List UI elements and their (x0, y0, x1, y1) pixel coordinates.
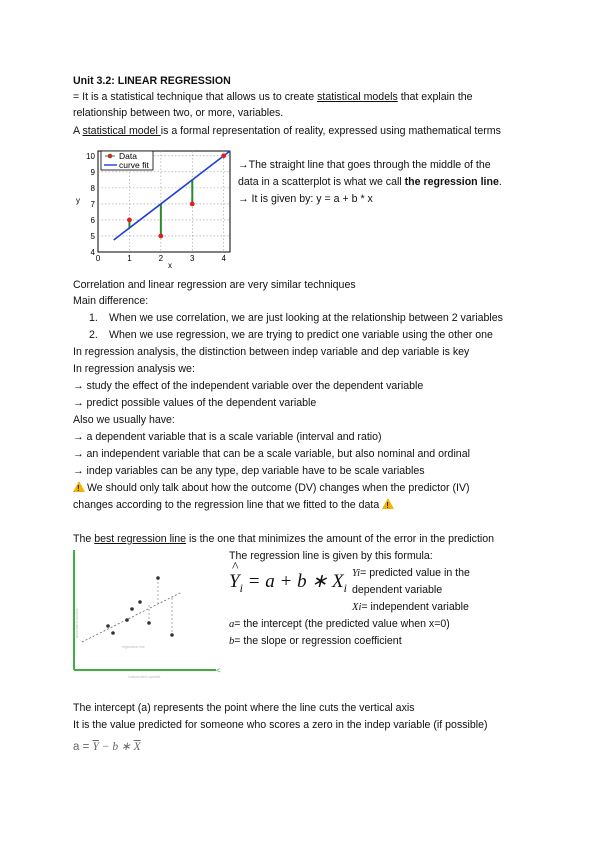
regression-line-caption: regression line (122, 645, 145, 649)
best-line-sentence (73, 532, 494, 546)
data-point (127, 218, 132, 223)
legend-data-label: Data (119, 151, 137, 161)
a-definition (229, 617, 450, 632)
y-tick-label: 6 (90, 215, 95, 225)
formula-subscript: i (239, 580, 243, 595)
yi-definition-2: dependent variable (352, 584, 443, 596)
warning-line-2 (73, 498, 396, 512)
f-y-bar: $\overline{Y}$ (92, 741, 99, 753)
y-axis-label: y (76, 196, 80, 205)
body-line: In regression analysis we: (73, 363, 195, 375)
data-point (106, 624, 110, 628)
formula-subscript: i (343, 580, 347, 595)
list-item: When we use regression, we are trying to predict one variable using the other one (109, 329, 493, 341)
f-minus-b: − b ∗ (98, 741, 134, 753)
a-symbol: a (229, 619, 235, 630)
xi-symbol: Xi (352, 602, 362, 613)
intro-text: that explain the (397, 91, 473, 103)
intercept-line-1: The intercept (a) represents the point where the line cuts the vertical axis (73, 702, 415, 714)
fig1-note-3: → It is given by: y = a + b * x (238, 193, 373, 205)
x-tick-label: 2 (158, 254, 164, 263)
x-tick-label: 1 (127, 254, 132, 263)
intercept-line-2: It is the value predicted for someone who scores a zero in the indep variable (if possible) (73, 719, 488, 731)
b-def-text: = the slope or regression coefficient (234, 635, 402, 647)
formula-intro: The regression line is given by this formula: (229, 550, 433, 562)
fig1-note-1: →The straight line that goes through the middle of the (238, 159, 491, 171)
data-point (147, 621, 151, 625)
fig1-note-text: . (498, 176, 502, 188)
yi-def-text: = predicted value in the (360, 567, 470, 579)
xi-definition (352, 600, 469, 615)
regression-line (82, 592, 182, 642)
x-tick-label: 3 (190, 254, 195, 263)
data-point (221, 153, 226, 158)
intro-text: = It is a statistical technique that allows us to create (73, 91, 318, 103)
warning-text: changes according to the regression line that we fitted to the data (73, 499, 380, 511)
intro-line-1 (73, 90, 473, 104)
b-definition (229, 634, 402, 649)
hat-icon: ^ (232, 560, 239, 575)
body-line: → indep variables can be any type, dep variable have to be scale variables (73, 465, 425, 477)
regression-scatter-figure (70, 145, 240, 269)
body-line: → an independent variable that can be a scale variable, but also nominal and ordinal (73, 448, 470, 460)
best-regression-line-term: best regression line (94, 533, 187, 545)
body-line: → predict possible values of the dependent variable (73, 397, 317, 409)
x-axis-ticks (96, 254, 227, 263)
dependent-axis-label: dependent variable (75, 608, 79, 638)
data-point (125, 618, 129, 622)
body-line: Also we usually have: (73, 414, 175, 426)
formula-y-hat (229, 560, 240, 592)
data-point (158, 234, 163, 239)
statistical-models-term: statistical models (317, 91, 398, 103)
x-axis-label: x (168, 261, 172, 270)
f-a: a (73, 741, 80, 753)
intro-line-3 (73, 124, 501, 138)
formula-y: Y (229, 571, 240, 592)
data-point (156, 576, 160, 580)
page-title: Unit 3.2: LINEAR REGRESSION (73, 75, 231, 87)
intro-text: is a formal representation of reality, expressed using mathematical terms (160, 125, 501, 137)
yi-definition (352, 566, 470, 581)
regression-formula (229, 560, 347, 596)
y-tick-label: 8 (90, 183, 95, 193)
list-item-number: 2. (89, 329, 98, 341)
regression-line-term: the regression line (404, 176, 499, 188)
data-point (138, 600, 142, 604)
fig1-note-2 (238, 175, 502, 189)
f-eq: = (79, 741, 93, 753)
x-tick-label: 4 (221, 254, 226, 263)
y-tick-label: 5 (90, 231, 95, 241)
b-symbol: b (229, 636, 235, 647)
body-line: → study the effect of the independent variable over the dependent variable (73, 380, 424, 392)
y-tick-label: 7 (90, 199, 95, 209)
list-item: When we use correlation, we are just looking at the relationship between 2 variables (109, 312, 503, 324)
warning-icon (73, 481, 85, 492)
regression-illustration-figure (70, 548, 221, 679)
warning-icon (382, 498, 394, 509)
data-point (170, 633, 174, 637)
y-tick-label: 9 (90, 167, 95, 177)
warning-text: We should only talk about how the outcome (DV) changes when the predictor (IV) (87, 482, 470, 494)
statistical-model-term: statistical model (82, 125, 161, 137)
data-point (130, 607, 134, 611)
intro-line-2: relationship between two, or more, variables. (73, 107, 284, 119)
body-line: Main difference: (73, 295, 149, 307)
xi-def-text: = independent variable (361, 601, 469, 613)
x-tick-label: 0 (95, 254, 101, 263)
fig1-note-text: data in a scatterplot is what we call (238, 176, 405, 188)
data-point (111, 631, 115, 635)
body-line: → a dependent variable that is a scale variable (interval and ratio) (73, 431, 382, 443)
y-tick-label: 10 (86, 151, 95, 161)
y-tick-label: 4 (90, 248, 95, 257)
best-line-text: The (73, 533, 95, 545)
formula-body: = a + b ∗ X (242, 571, 344, 592)
independent-axis-label: independent variable (128, 675, 161, 679)
a-def-text: = the intercept (the predicted value when x=0) (234, 618, 450, 630)
yi-symbol: Yi (352, 568, 361, 579)
list-item-number: 1. (89, 312, 98, 324)
intro-text: A (73, 125, 83, 137)
legend-fit-label: curve fit (119, 160, 149, 170)
axis-arrow-icon: < (216, 666, 221, 675)
f-x-bar: $\overline{X}$ (133, 741, 141, 753)
data-point (190, 202, 195, 207)
intercept-formula (73, 740, 141, 754)
body-line: In regression analysis, the distinction between indep variable and dep variable is key (73, 346, 470, 358)
best-line-text: is the one that minimizes the amount of the error in the prediction (186, 533, 495, 545)
body-line: Correlation and linear regression are very similar techniques (73, 279, 356, 291)
warning-line-1 (73, 481, 470, 495)
y-axis-ticks (86, 152, 95, 257)
